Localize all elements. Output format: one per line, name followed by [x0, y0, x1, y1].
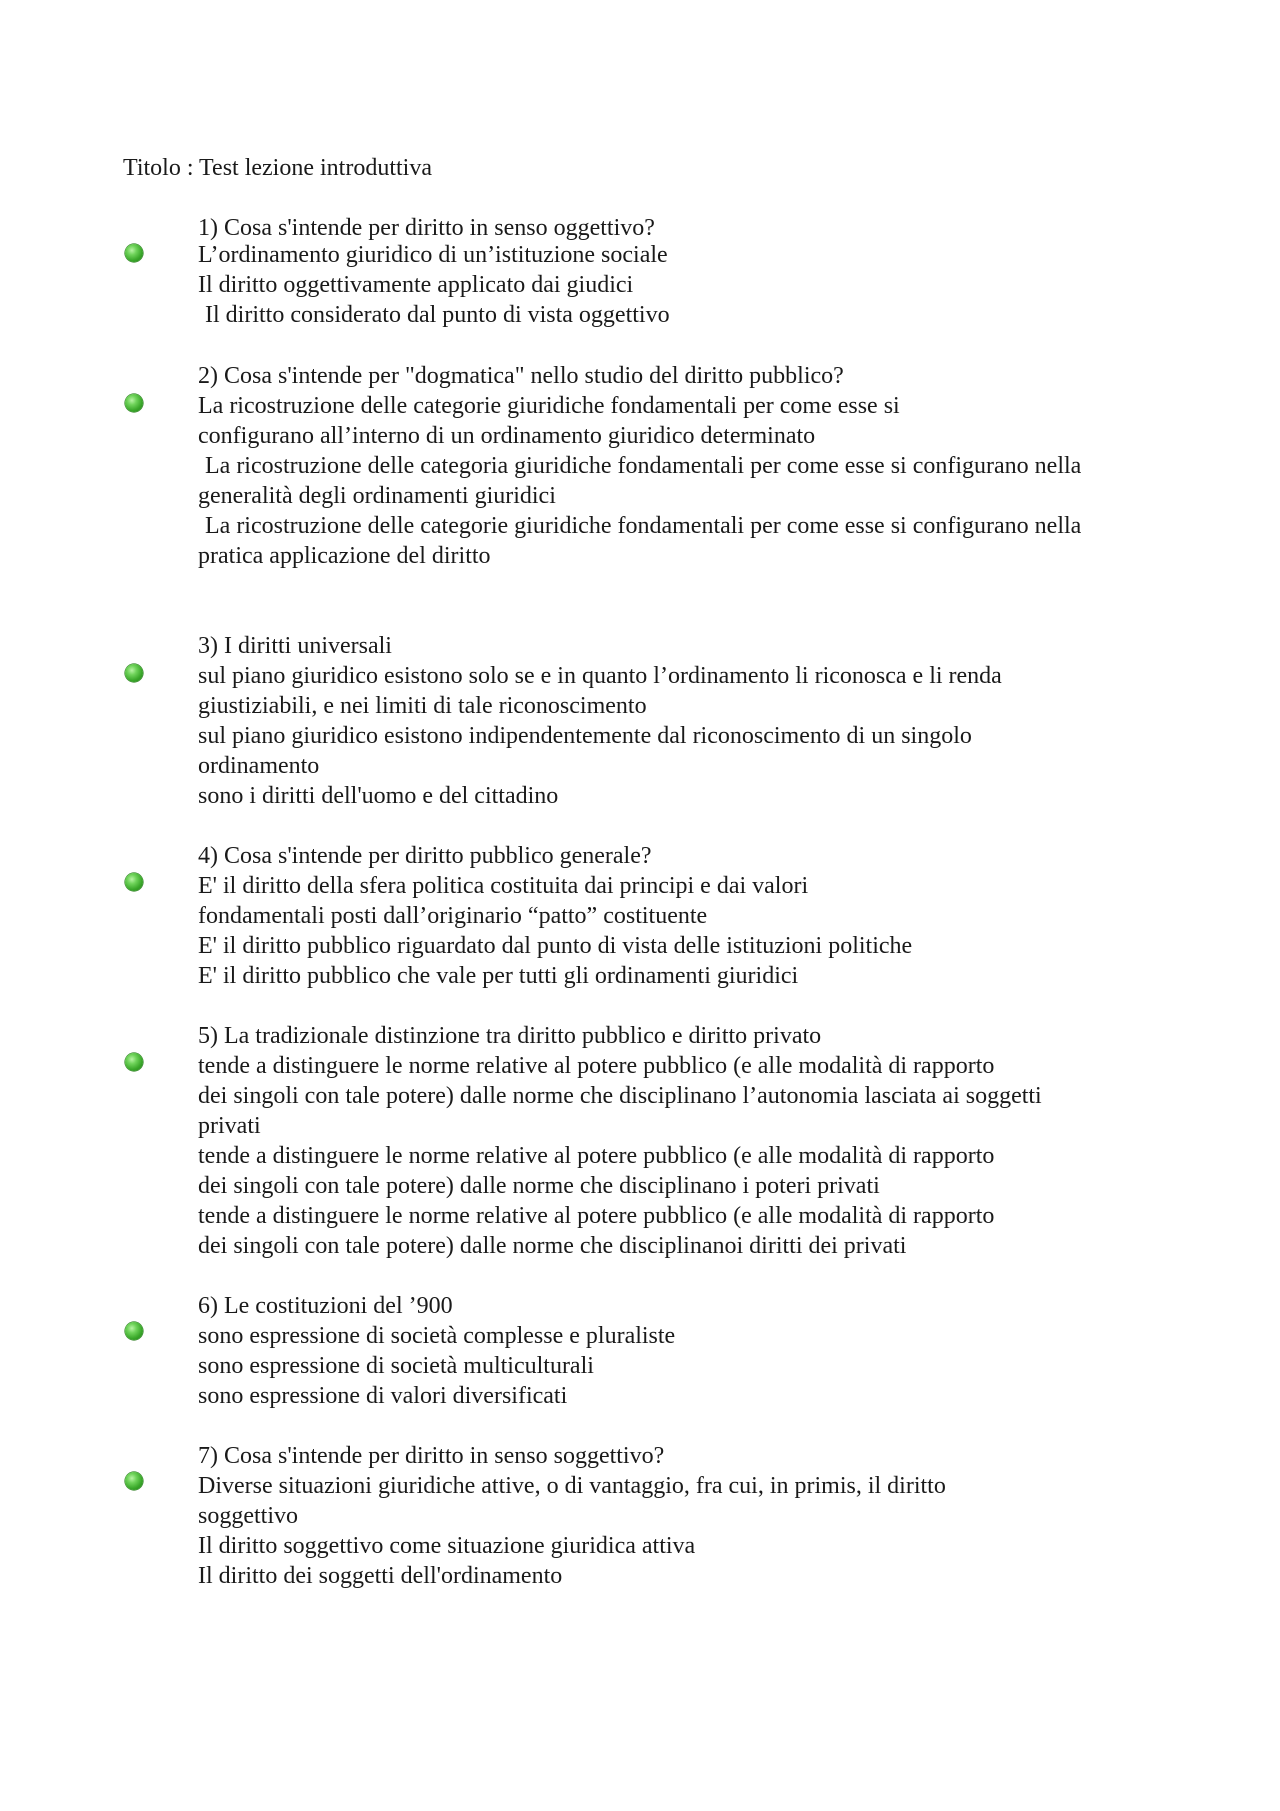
answer-6-3: sono espressione di valori diversificati	[198, 1383, 568, 1409]
answer-5-1-line-2: dei singoli con tale potere) dalle norme che disciplinano l’autonomia lasciata ai soggetti	[198, 1083, 1042, 1109]
answer-4-3: E' il diritto pubblico che vale per tutti gli ordinamenti giuridici	[198, 963, 799, 989]
answer-4-2: E' il diritto pubblico riguardato dal punto di vista delle istituzioni politiche	[198, 933, 913, 959]
answer-2-3-line-2: pratica applicazione del diritto	[198, 543, 491, 569]
answer-1-3: Il diritto considerato dal punto di vista oggettivo	[205, 302, 670, 328]
question-5: 5) La tradizionale distinzione tra diritto pubblico e diritto privato	[198, 1023, 822, 1049]
answer-3-3: sono i diritti dell'uomo e del cittadino	[198, 783, 559, 809]
answer-3-1-line-2: giustiziabili, e nei limiti di tale riconoscimento	[198, 693, 647, 719]
correct-answer-icon	[125, 664, 143, 682]
question-6: 6) Le costituzioni del ’900	[198, 1293, 453, 1319]
answer-5-2-line-1: tende a distinguere le norme relative al potere pubblico (e alle modalità di rapporto	[198, 1143, 995, 1169]
answer-7-1-line-1: Diverse situazioni giuridiche attive, o di vantaggio, fra cui, in primis, il diritto	[198, 1473, 946, 1499]
question-3: 3) I diritti universali	[198, 633, 392, 659]
question-2: 2) Cosa s'intende per "dogmatica" nello studio del diritto pubblico?	[198, 363, 844, 389]
answer-5-2-line-2: dei singoli con tale potere) dalle norme che disciplinano i poteri privati	[198, 1173, 880, 1199]
correct-answer-icon	[125, 1053, 143, 1071]
answer-3-1-line-1: sul piano giuridico esistono solo se e in quanto l’ordinamento li riconosca e li renda	[198, 663, 1002, 689]
answer-1-2: Il diritto oggettivamente applicato dai giudici	[198, 272, 634, 298]
answer-2-1-line-2: configurano all’interno di un ordinamento giuridico determinato	[198, 423, 816, 449]
correct-answer-icon	[125, 244, 143, 262]
correct-answer-icon	[125, 394, 143, 412]
answer-7-1-line-2: soggettivo	[198, 1503, 298, 1529]
answer-6-1: sono espressione di società complesse e pluraliste	[198, 1323, 676, 1349]
correct-answer-icon	[125, 873, 143, 891]
answer-4-1-line-1: E' il diritto della sfera politica costituita dai principi e dai valori	[198, 873, 809, 899]
question-7: 7) Cosa s'intende per diritto in senso soggettivo?	[198, 1443, 665, 1469]
answer-5-1-line-3: privati	[198, 1113, 261, 1139]
answer-5-3-line-2: dei singoli con tale potere) dalle norme che disciplinanoi diritti dei privati	[198, 1233, 907, 1259]
answer-6-2: sono espressione di società multiculturali	[198, 1353, 594, 1379]
answer-3-2-line-2: ordinamento	[198, 753, 320, 779]
answer-2-2-line-2: generalità degli ordinamenti giuridici	[198, 483, 556, 509]
answer-2-3-line-1: La ricostruzione delle categorie giuridiche fondamentali per come esse si configurano nella	[205, 513, 1082, 539]
correct-answer-icon	[125, 1322, 143, 1340]
answer-5-3-line-1: tende a distinguere le norme relative al potere pubblico (e alle modalità di rapporto	[198, 1203, 995, 1229]
page-title: Titolo : Test lezione introduttiva	[123, 155, 432, 181]
answer-7-2: Il diritto soggettivo come situazione giuridica attiva	[198, 1533, 696, 1559]
answer-2-1-line-1: La ricostruzione delle categorie giuridiche fondamentali per come esse si	[198, 393, 900, 419]
answer-4-1-line-2: fondamentali posti dall’originario “patto” costituente	[198, 903, 708, 929]
answer-1-1: L’ordinamento giuridico di un’istituzione sociale	[198, 242, 668, 268]
correct-answer-icon	[125, 1472, 143, 1490]
answer-2-2-line-1: La ricostruzione delle categoria giuridiche fondamentali per come esse si configurano nella	[205, 453, 1082, 479]
question-1: 1) Cosa s'intende per diritto in senso oggettivo?	[198, 215, 655, 241]
answer-7-3: Il diritto dei soggetti dell'ordinamento	[198, 1563, 563, 1589]
answer-3-2-line-1: sul piano giuridico esistono indipendentemente dal riconoscimento di un singolo	[198, 723, 972, 749]
answer-5-1-line-1: tende a distinguere le norme relative al potere pubblico (e alle modalità di rapporto	[198, 1053, 995, 1079]
question-4: 4) Cosa s'intende per diritto pubblico generale?	[198, 843, 652, 869]
